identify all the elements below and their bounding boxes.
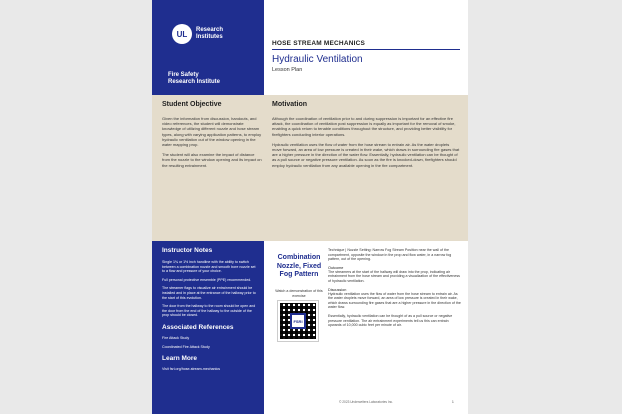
ul-logo [172, 24, 223, 44]
objective-heading: Student Objective [162, 101, 222, 108]
outcome-heading: Outcome [328, 265, 344, 270]
document-series: HOSE STREAM MECHANICS [272, 40, 366, 47]
objective-paragraph: Given the information from discussion, handouts, and video references, the student will demonstrate knowledge of utilizing different nozzle and hose stream types, along with varying application patterns, to employ hydraulic ventilation out of the window opening in the water mapping prop. [162, 116, 262, 148]
qr-center-badge: FSRI [290, 313, 306, 329]
instructor-note: The streamer flags to visualize air entrainment should be installed and in place at the entrance of the hallway prior to the start of this evolution. [162, 286, 256, 300]
discussion-text-2: Essentially, hydraulic ventilation can be thought of as a pull source or negative pressure ventilation. The air entrainment experiments tell us this can entrain upwards of 10,000 cubic feet per minute of air. [328, 313, 453, 328]
fog-pattern-title: Combination Nozzle, Fixed Fog Pattern [276, 254, 322, 278]
outcome-text: The streamers at the start of the hallway will draw into the prop, indicating air entrainment from the hose stream and providing a visualization of the effectiveness of hydraulic ventilation. [328, 269, 460, 283]
watch-demo-text: Watch a demonstration of this exercise [275, 289, 323, 298]
reference-link-coordinated[interactable]: Coordinated Fire Attack Study [162, 344, 210, 349]
fog-pattern-panel [264, 241, 328, 414]
page-title: Hydraulic Ventilation [272, 54, 363, 65]
technique-text: Technique | Nozzle Setting: Narrow Fog Stream Position near the wall of the compartment, opposite the window in the prop and flow water, in a narrow fog pattern, out of the opening. [328, 248, 452, 262]
copyright: © 2023 Underwriters Laboratories Inc. [339, 400, 393, 404]
header-band [152, 0, 468, 95]
student-objective [162, 101, 262, 173]
discussion-heading: Discussion [328, 287, 347, 292]
logo-text: Research Institutes [196, 27, 224, 40]
motivation [272, 101, 460, 173]
instructor-note: Full personal protective ensemble (PPE) recommended. [162, 277, 252, 282]
instructor-panel [152, 241, 264, 414]
institute-name: Fire Safety Research Institute [168, 72, 221, 85]
ul-logo-mark: UL [172, 24, 192, 44]
page-number: 1 [451, 399, 454, 404]
learn-more-link[interactable]: Visit fsri.org/hose-stream-mechanics [162, 367, 221, 372]
objective-paragraph: The student will also examine the impact of distance from the nozzle to the window opening and its impact on the resulting entrainment. [162, 152, 262, 168]
procedure-panel [328, 241, 464, 414]
title-area [264, 0, 468, 95]
motivation-paragraph: Although the coordination of ventilation prior to and during suppression is important for an effective fire attack, the coordination of ventilation post suppression is equally as important for the removal of smoke, enabling a quick return to tenable conditions throughout the structure, and providing better visibility for firefighters conducting interior operations. [272, 116, 456, 137]
title-divider [272, 49, 460, 50]
motivation-paragraph: Hydraulic ventilation uses the flow of water from the hose stream to entrain air. As the water droplets move forward, an area of low pressure is created in their wake, which draws in surrounding fire gases that are a higher pressure in the direction of the water flow. Essentially, hydraulic ventilation can be thought of as a pull source or negative pressure ventilation. As soon as the fire is knocked-down, firefighters should employ hydraulic ventilation from any available opening in the fire compartment. [272, 141, 460, 168]
page-subtitle: Lesson Plan [272, 67, 303, 73]
motivation-heading: Motivation [272, 101, 307, 108]
discussion-text: Hydraulic ventilation uses the flow of water from the hose stream to entrain air. As the water droplets move forward, an area of low pressure is created in their wake, which draws surrounding fire gases that are a higher pressure in the direction of the water flow. [328, 291, 461, 310]
instructor-heading: Instructor Notes [162, 247, 213, 254]
learn-more-heading: Learn More [162, 355, 198, 363]
reference-link-fire-attack[interactable]: Fire Attack Study [162, 335, 190, 340]
lesson-plan-page [152, 0, 468, 414]
instructor-note: The door from the hallway to the room should be open and the door from the end of the hallway to the outside of the prop should be closed. [162, 304, 256, 318]
brand-panel [152, 0, 264, 95]
objective-motivation-band [152, 95, 468, 241]
references-heading: Associated References [162, 323, 234, 331]
instructor-note: Single 1¾ or 1½ inch handline with the ability to switch between a combination nozzle and smooth bore nozzle set to a flow and pressure of your choice. [162, 260, 256, 274]
